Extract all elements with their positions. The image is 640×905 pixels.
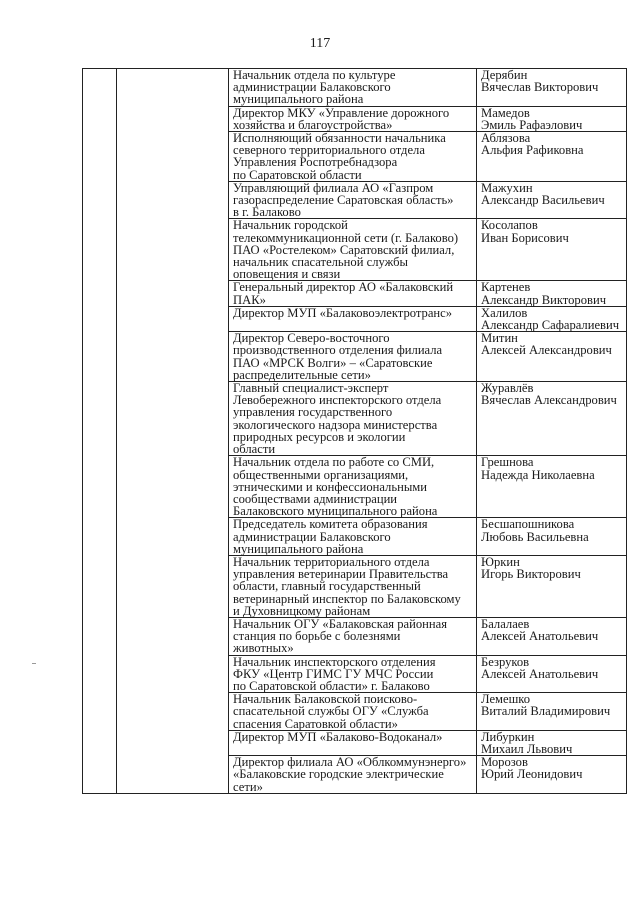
given-names: Юрий Леонидович	[481, 767, 583, 782]
position-line: Начальник городской	[233, 218, 348, 233]
position-line: управления государственного	[233, 405, 393, 420]
given-names: Михаил Львович	[481, 741, 573, 756]
position-line: оповещения и связи	[233, 267, 341, 282]
position-cell	[229, 730, 477, 755]
name-cell	[477, 332, 627, 382]
given-names: Алексей Анатольевич	[481, 666, 599, 681]
position-line: Директор МКУ «Управление дорожного	[233, 105, 450, 120]
position-line: сети»	[233, 779, 263, 794]
position-line: Начальник территориального отдела	[233, 554, 430, 569]
officials-table-body	[83, 69, 627, 794]
surname: Картенев	[481, 280, 531, 295]
name-cell	[477, 181, 627, 219]
given-names: Виталий Владимирович	[481, 704, 611, 719]
surname: Косолапов	[481, 218, 538, 233]
given-names: Игорь Викторович	[481, 567, 581, 582]
name-cell	[477, 693, 627, 731]
given-names: Александр Викторович	[481, 292, 607, 307]
position-line: телекоммуникационной сети (г. Балаково)	[233, 230, 459, 245]
position-line: Директор МУП «Балаковоэлектротранс»	[233, 305, 453, 320]
position-cell	[229, 756, 477, 794]
position-cell	[229, 555, 477, 617]
name-cell	[477, 555, 627, 617]
surname: Безруков	[481, 654, 530, 669]
position-line: ветеринарный инспектор по Балаковскому	[233, 591, 461, 606]
name-cell	[477, 456, 627, 518]
position-line: начальник спасательной службы	[233, 255, 409, 270]
position-line: экологического надзора министерства	[233, 417, 438, 432]
page-number: 117	[309, 36, 331, 51]
given-names: Алексей Александрович	[481, 343, 612, 358]
position-cell	[229, 655, 477, 693]
position-line: Начальник инспекторского отделения	[233, 654, 436, 669]
surname: Мамедов	[481, 105, 530, 120]
position-line: администрации Балаковского	[233, 80, 391, 95]
position-cell	[229, 69, 477, 107]
position-line: спасательной службы ОГУ «Служба	[233, 704, 429, 719]
surname: Аблязова	[481, 131, 531, 146]
position-line: Директор Северо-восточного	[233, 331, 390, 346]
name-cell	[477, 518, 627, 556]
position-line: Начальник отдела по культуре	[233, 68, 396, 82]
surname: Бесшапошникова	[481, 517, 575, 532]
surname: Мажухин	[481, 180, 533, 195]
name-cell	[477, 132, 627, 182]
position-line: ПАО «МРСК Волги» – «Саратовские	[233, 355, 433, 370]
position-line: северного территориального отдела	[233, 143, 425, 158]
given-names: Надежда Николаевна	[481, 467, 595, 482]
position-line: муниципального района	[233, 92, 364, 107]
name-cell	[477, 730, 627, 755]
position-line: этническими и конфессиональными	[233, 479, 427, 494]
position-cell	[229, 219, 477, 281]
given-names: Александр Сафаралиевич	[481, 318, 620, 333]
given-names: Иван Борисович	[481, 230, 569, 245]
surname: Митин	[481, 331, 518, 346]
position-line: Главный специалист-эксперт	[233, 381, 389, 396]
position-line: Директор филиала АО «Облкоммунэнерго»	[233, 755, 467, 770]
position-cell	[229, 382, 477, 456]
position-line: природных ресурсов и экологии	[233, 429, 406, 444]
position-line: и Духовницкому районам	[233, 603, 371, 618]
surname: Юркин	[481, 554, 520, 569]
table-row	[83, 69, 627, 107]
surname: Дерябин	[481, 68, 528, 82]
position-line: Начальник отдела по работе со СМИ,	[233, 455, 435, 470]
number-column-cell	[83, 69, 117, 794]
position-cell	[229, 306, 477, 331]
position-line: спасения Саратовкой области»	[233, 716, 398, 731]
position-cell	[229, 332, 477, 382]
given-names: Вячеслав Викторович	[481, 80, 599, 95]
surname: Грешнова	[481, 455, 534, 470]
position-cell	[229, 518, 477, 556]
position-line: Генеральный директор АО «Балаковский	[233, 280, 454, 295]
surname: Морозов	[481, 755, 528, 770]
given-names: Алексей Анатольевич	[481, 629, 599, 644]
surname: Халилов	[481, 305, 528, 320]
position-cell	[229, 693, 477, 731]
name-cell	[477, 756, 627, 794]
position-line: управления ветеринарии Правительства	[233, 567, 449, 582]
name-cell	[477, 382, 627, 456]
surname: Журавлёв	[481, 381, 534, 396]
position-cell	[229, 106, 477, 131]
position-line: хозяйства и благоустройства»	[233, 117, 393, 132]
position-line: области, главный государственный	[233, 579, 421, 594]
position-line: ПАК»	[233, 292, 266, 307]
position-line: администрации Балаковского	[233, 529, 391, 544]
surname: Либуркин	[481, 729, 535, 744]
position-line: в г. Балаково	[233, 205, 301, 220]
position-line: газораспределение Саратовская область»	[233, 193, 454, 208]
position-line: «Балаковские городские электрические	[233, 767, 444, 782]
given-names: Любовь Васильевна	[481, 529, 589, 544]
position-line: Начальник ОГУ «Балаковская районная	[233, 616, 448, 631]
given-names: Альфия Рафиковна	[481, 143, 584, 158]
name-cell	[477, 69, 627, 107]
position-cell	[229, 181, 477, 219]
position-line: Начальник Балаковской поисково-	[233, 692, 418, 707]
position-line: общественными организациями,	[233, 467, 409, 482]
position-line: производственного отделения филиала	[233, 343, 443, 358]
name-cell	[477, 306, 627, 331]
organization-column-cell	[117, 69, 229, 794]
position-line: муниципального района	[233, 541, 364, 556]
position-line: животных»	[233, 641, 294, 656]
position-cell	[229, 617, 477, 655]
position-line: Председатель комитета образования	[233, 517, 428, 532]
name-cell	[477, 219, 627, 281]
position-line: по Саратовской области» г. Балаково	[233, 678, 430, 693]
given-names: Александр Васильевич	[481, 193, 605, 208]
given-names: Эмиль Рафаэлович	[481, 117, 583, 132]
position-line: Директор МУП «Балаково-Водоканал»	[233, 729, 443, 744]
position-line: области	[233, 442, 276, 457]
given-names: Вячеслав Александрович	[481, 393, 617, 408]
position-line: по Саратовской области	[233, 167, 362, 182]
position-line: Управляющий филиала АО «Газпром	[233, 180, 434, 195]
position-line: Управления Роспотребнадзора	[233, 155, 398, 170]
name-cell	[477, 655, 627, 693]
position-line: станция по борьбе с болезнями	[233, 629, 401, 644]
officials-table	[82, 68, 627, 794]
position-line: Балаковского муниципального района	[233, 504, 438, 519]
name-cell	[477, 281, 627, 306]
position-cell	[229, 281, 477, 306]
position-line: ПАО «Ростелеком» Саратовский филиал,	[233, 242, 455, 257]
surname: Балалаев	[481, 616, 530, 631]
name-cell	[477, 106, 627, 131]
scan-artifact	[32, 663, 36, 664]
position-line: ФКУ «Центр ГИМС ГУ МЧС России	[233, 666, 434, 681]
position-line: Левобережного инспекторского отдела	[233, 393, 442, 408]
name-cell	[477, 617, 627, 655]
position-cell	[229, 132, 477, 182]
surname: Лемешко	[481, 692, 531, 707]
position-cell	[229, 456, 477, 518]
position-line: Исполняющий обязанности начальника	[233, 131, 446, 146]
position-line: сообществами администрации	[233, 491, 398, 506]
position-line: распределительные сети»	[233, 367, 371, 382]
